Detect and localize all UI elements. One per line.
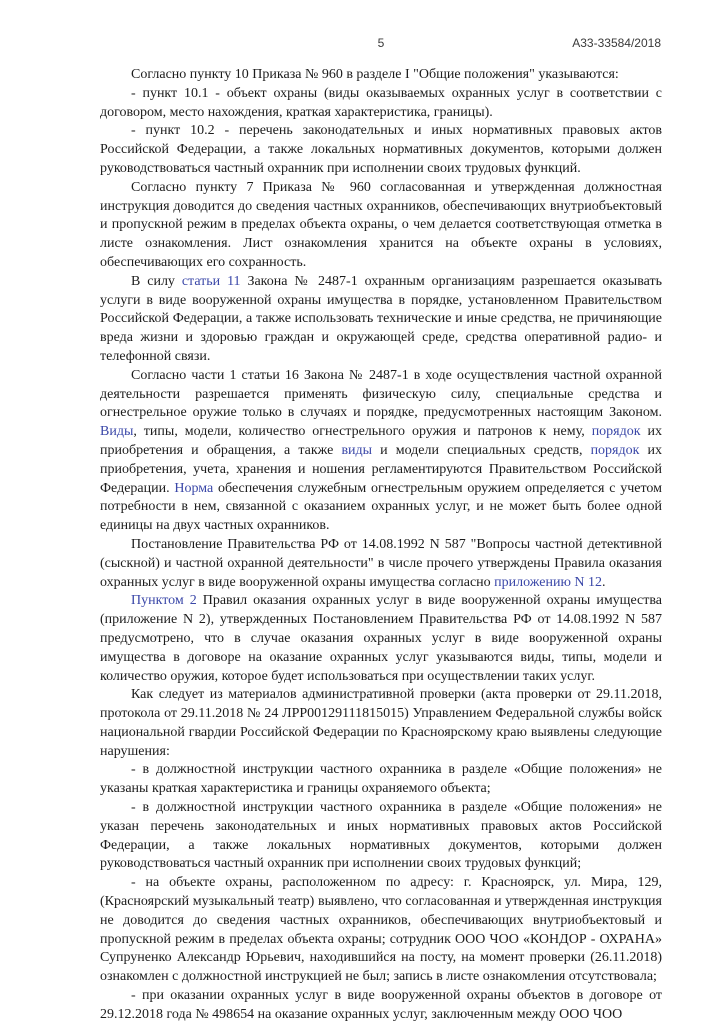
paragraph [100,85,662,123]
paragraph [100,686,662,761]
text-segment: - при оказании охранных услуг в виде вооруженной охраны объектов в договоре от 29.12.2018 года № 498654 на оказание охранных услуг, заключенным между ООО ЧОО [100,988,662,1022]
link-punkt-2[interactable]: Пунктом 2 [131,593,197,609]
text-segment: В силу [131,273,182,289]
text-segment: - пункт 10.2 - перечень законодательных и иных нормативных правовых актов Российской Федерации, а также локальных нормативных документов, которыми должен руководствоваться частный охранник при исполнении своих трудовых функций. [100,123,662,176]
link-vidy-2[interactable]: виды [341,442,373,458]
text-segment: Согласно пункту 7 Приказа № 960 согласованная и утвержденная должностная инструкция доводится до сведения частных охранников, обеспечивающих внутриобъектовый и пропускной режим в пределах объекта охраны, о чем делается соответствующая отметка в листе ознакомления. Лист ознакомления хранится на объекте охраны в условиях, обеспечивающих его сохранность. [100,179,662,270]
page-number: 5 [377,36,385,50]
link-article-11[interactable]: статьи 11 [181,273,241,289]
link-poryadok-2[interactable]: порядок [590,442,640,458]
paragraph [100,179,662,273]
text-segment: Постановление Правительства РФ от 14.08.1992 N 587 "Вопросы частной детективной (сыскной) и частной охранной деятельности" в числе прочего утверждены Правила оказания охранных услуг в виде вооруженной охраны имущества согласно [100,536,662,590]
text-segment: Правил оказания охранных услуг в виде вооруженной охраны имущества (приложение N 2), утвержденных Постановлением Правительства РФ от 14.08.1992 N 587 предусмотрено, что в случае оказания охранных услуг в виде вооруженной охраны имущества в договоре на оказание охранных услуг указываются виды, типы, модели и количество оружия, которое будет использоваться при осуществлении таких услуг. [100,593,662,684]
text-segment: их приобретения, учета, хранения и ношения регламентируются Правительством Российской Федерации. [100,442,662,496]
paragraph [100,122,662,178]
text-segment: Как следует из материалов административной проверки (акта проверки от 29.11.2018, протокола от 29.11.2018 № 24 ЛРР00129111815015) Управлением Федеральной службы войск национальной гвардии Российской Федерации по Красноярскому краю выявлены следующие нарушения: [100,687,662,759]
paragraph [100,987,662,1024]
text-segment: - на объекте охраны, расположенном по адресу: г. Красноярск, ул. Мира, 129, (Красноярский музыкальный театр) выявлено, что согласованная и утвержденная инструкция не доводится до сведения частных охранников, обеспечивающих внутриобъектовый и пропускной режим в пределах объекта охраны; сотрудник ООО ЧОО «КОНДОР - ОХРАНА» Супруненко Александр Юрьевич, находившийся на посту, на момент проверки (26.11.2018) ознакомлен с должностной инструкцией не был; запись в листе ознакомления отсутствовала; [100,875,662,985]
text-segment: и модели специальных средств, [372,442,591,458]
paragraph [100,536,662,592]
text-segment: Закона № 2487-1 охранным организациям разрешается оказывать услуги в виде вооруженной охраны имущества в порядке, установленном Правительством Российской Федерации, а также использовать технические и иные средства, не причиняющие вреда жизни и здоровью граждан и окружающей среде, средства оперативной радио- и телефонной связи. [100,273,662,364]
text-segment: . [602,574,606,590]
text-segment: их приобретения и обращения, а также [100,424,662,458]
text-segment: Согласно пункту 10 Приказа № 960 в разделе I "Общие положения" указываются: [131,67,619,82]
link-norma[interactable]: Норма [174,480,214,496]
paragraph [100,66,662,85]
paragraph [100,367,662,536]
paragraph [100,874,662,987]
paragraph [100,273,662,367]
text-segment: Согласно части 1 статьи 16 Закона № 2487-1 в ходе осуществления частной охранной деятельности разрешается применять физическую силу, специальные средства и огнестрельное оружие только в случаях и порядке, предусмотренных настоящим Законом. [100,367,662,421]
paragraph [100,761,662,799]
paragraph [100,799,662,874]
document-body [100,66,662,1024]
link-vidy-1[interactable]: Виды [100,424,134,440]
text-segment: , типы, модели, количество огнестрельного оружия и патронов к нему, [133,424,592,440]
text-segment: - в должностной инструкции частного охранника в разделе «Общие положения» не указаны краткая характеристика и границы охраняемого объекта; [100,762,662,797]
paragraph [100,592,662,686]
text-segment: - пункт 10.1 - объект охраны (виды оказываемых охранных услуг в соответствии с договором, место нахождения, краткая характеристика, границы). [100,85,662,120]
link-poryadok-1[interactable]: порядок [591,424,641,440]
text-segment: - в должностной инструкции частного охранника в разделе «Общие положения» не указан перечень законодательных и иных нормативных правовых актов Российской Федерации, а также локальных нормативных документов, которыми должен руководствоваться частный охранник при исполнении своих трудовых функций; [100,800,662,872]
case-number: А33-33584/2018 [572,36,661,50]
link-prilozhenie-n-12[interactable]: приложению N 12 [494,574,603,590]
text-segment: обеспечения служебным огнестрельным оружием определяется с учетом потребности в нем, связанной с оказанием охранных услуг, и не может быть более одной единицы на двух частных охранников. [100,480,662,534]
